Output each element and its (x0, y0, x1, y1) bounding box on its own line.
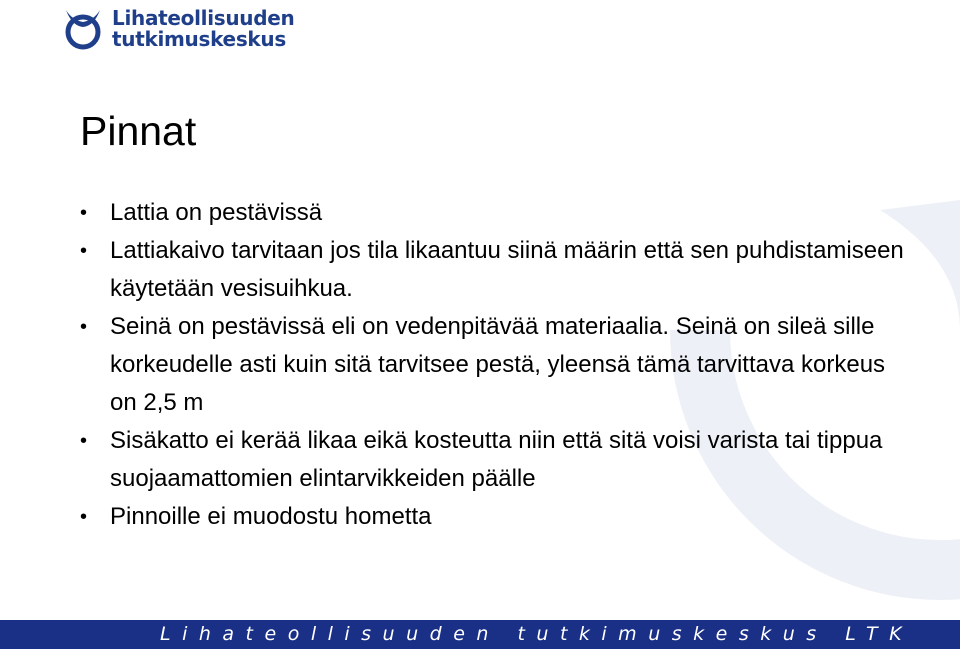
bullet-text: Seinä on pestävissä eli on vedenpitävää materiaalia. Seinä on sileä sille korkeudelle asti kuin sitä tarvitsee pestä, yleensä tämä tarvittava korkeus on 2,5 m (110, 313, 886, 416)
logo-wordmark (112, 8, 294, 50)
bullet-dot-icon: • (80, 202, 88, 224)
bullet-dot-icon: • (80, 316, 88, 338)
bullet-dot-icon: • (80, 506, 88, 528)
logo-line-2: tutkimuskeskus (112, 27, 286, 51)
bullet-item (80, 194, 910, 232)
bullet-item (80, 422, 910, 498)
bullet-item (80, 308, 910, 422)
bullet-text: Lattiakaivo tarvitaan jos tila likaantuu siinä määrin että sen puhdistamiseen käytetään vesisuihkua. (110, 237, 904, 302)
bullet-text: Pinnoille ei muodostu hometta (110, 503, 432, 530)
footer-bar: Lihateollisuuden tutkimuskeskus LTK (0, 620, 960, 649)
bullet-text: Lattia on pestävissä (110, 199, 323, 226)
bullet-item (80, 498, 910, 536)
brand-logo (60, 6, 294, 52)
bullet-text: Sisäkatto ei kerää likaa eikä kosteutta niin että sitä voisi varista tai tippua suojaamattomien elintarvikkeiden päälle (110, 427, 883, 492)
slide-title: Pinnat (80, 108, 197, 154)
logo-line-1: Lihateollisuuden (112, 6, 295, 30)
bullet-list (80, 194, 910, 536)
bullet-item (80, 232, 910, 308)
circle-horns-emblem-icon (60, 6, 106, 52)
bullet-dot-icon: • (80, 430, 88, 452)
bullet-dot-icon: • (80, 240, 88, 262)
